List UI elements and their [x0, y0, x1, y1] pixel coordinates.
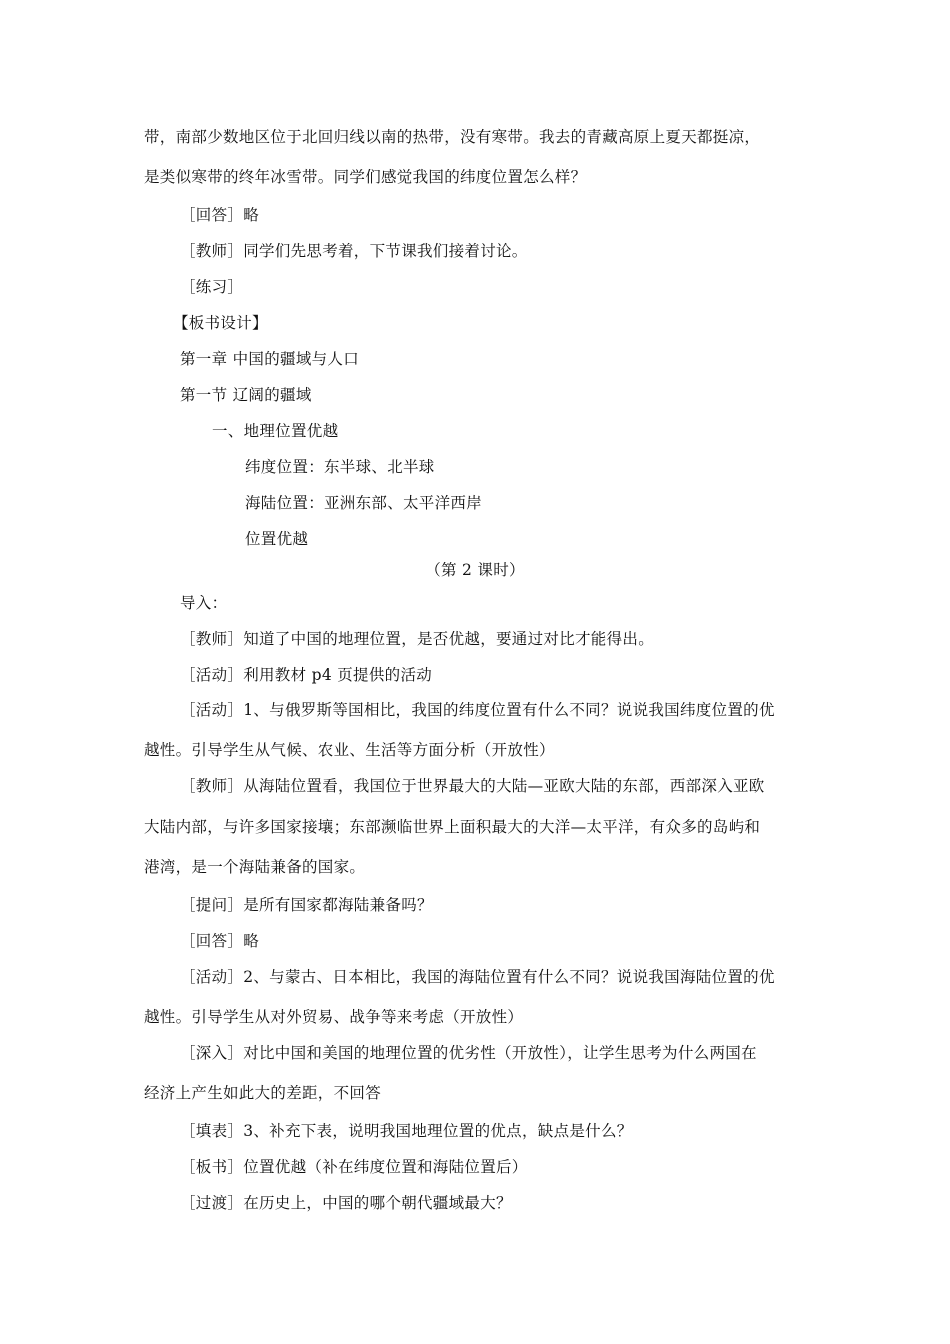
- board-line: ［板书］位置优越（补在纬度位置和海陆位置后）: [180, 1158, 528, 1176]
- section-heading: 【板书设计】: [173, 314, 268, 332]
- answer-line: ［回答］略: [180, 932, 260, 950]
- outline-subitem: 纬度位置：东半球、北半球: [245, 458, 435, 476]
- teacher-line: ［教师］同学们先思考着，下节课我们接着讨论。: [180, 242, 528, 260]
- paragraph-line: 越性。引导学生从气候、农业、生活等方面分析（开放性）: [144, 741, 555, 759]
- question-line: ［提问］是所有国家都海陆兼备吗？: [180, 896, 433, 914]
- deepen-line: ［深入］对比中国和美国的地理位置的优劣性（开放性），让学生思考为什么两国在: [180, 1044, 757, 1062]
- section-title: 第一节 辽阔的疆域: [180, 386, 312, 404]
- teacher-line: ［教师］知道了中国的地理位置，是否优越，要通过对比才能得出。: [180, 630, 655, 648]
- chapter-title: 第一章 中国的疆域与人口: [180, 350, 360, 368]
- paragraph-line: 大陆内部，与许多国家接壤；东部濒临世界上面积最大的大洋—太平洋，有众多的岛屿和: [144, 818, 761, 836]
- paragraph-line: 港湾，是一个海陆兼备的国家。: [144, 858, 366, 876]
- outline-subitem: 海陆位置：亚洲东部、太平洋西岸: [245, 494, 483, 512]
- answer-line: ［回答］略: [180, 206, 260, 224]
- paragraph-line: 越性。引导学生从对外贸易、战争等来考虑（开放性）: [144, 1008, 524, 1026]
- activity-line: ［活动］2、与蒙古、日本相比，我国的海陆位置有什么不同？说说我国海陆位置的优: [180, 968, 775, 986]
- intro-label: 导入：: [180, 594, 228, 612]
- transition-line: ［过渡］在历史上，中国的哪个朝代疆域最大？: [180, 1194, 512, 1212]
- exercise-line: ［练习］: [180, 278, 244, 296]
- teacher-line: ［教师］从海陆位置看，我国位于世界最大的大陆—亚欧大陆的东部，西部深入亚欧: [180, 777, 765, 795]
- paragraph-line: 带，南部少数地区位于北回归线以南的热带，没有寒带。我去的青藏高原上夏天都挺凉，: [144, 128, 761, 146]
- paragraph-line: 是类似寒带的终年冰雪带。同学们感觉我国的纬度位置怎么样？: [144, 168, 587, 186]
- fill-table-line: ［填表］3、补充下表，说明我国地理位置的优点，缺点是什么？: [180, 1122, 633, 1140]
- activity-line: ［活动］1、与俄罗斯等国相比，我国的纬度位置有什么不同？说说我国纬度位置的优: [180, 701, 775, 719]
- paragraph-line: 经济上产生如此大的差距，不回答: [144, 1084, 382, 1102]
- lesson-heading: （第 2 课时）: [425, 561, 525, 579]
- outline-subitem: 位置优越: [245, 530, 309, 548]
- activity-line: ［活动］利用教材 p4 页提供的活动: [180, 666, 433, 684]
- outline-item: 一、地理位置优越: [212, 422, 339, 440]
